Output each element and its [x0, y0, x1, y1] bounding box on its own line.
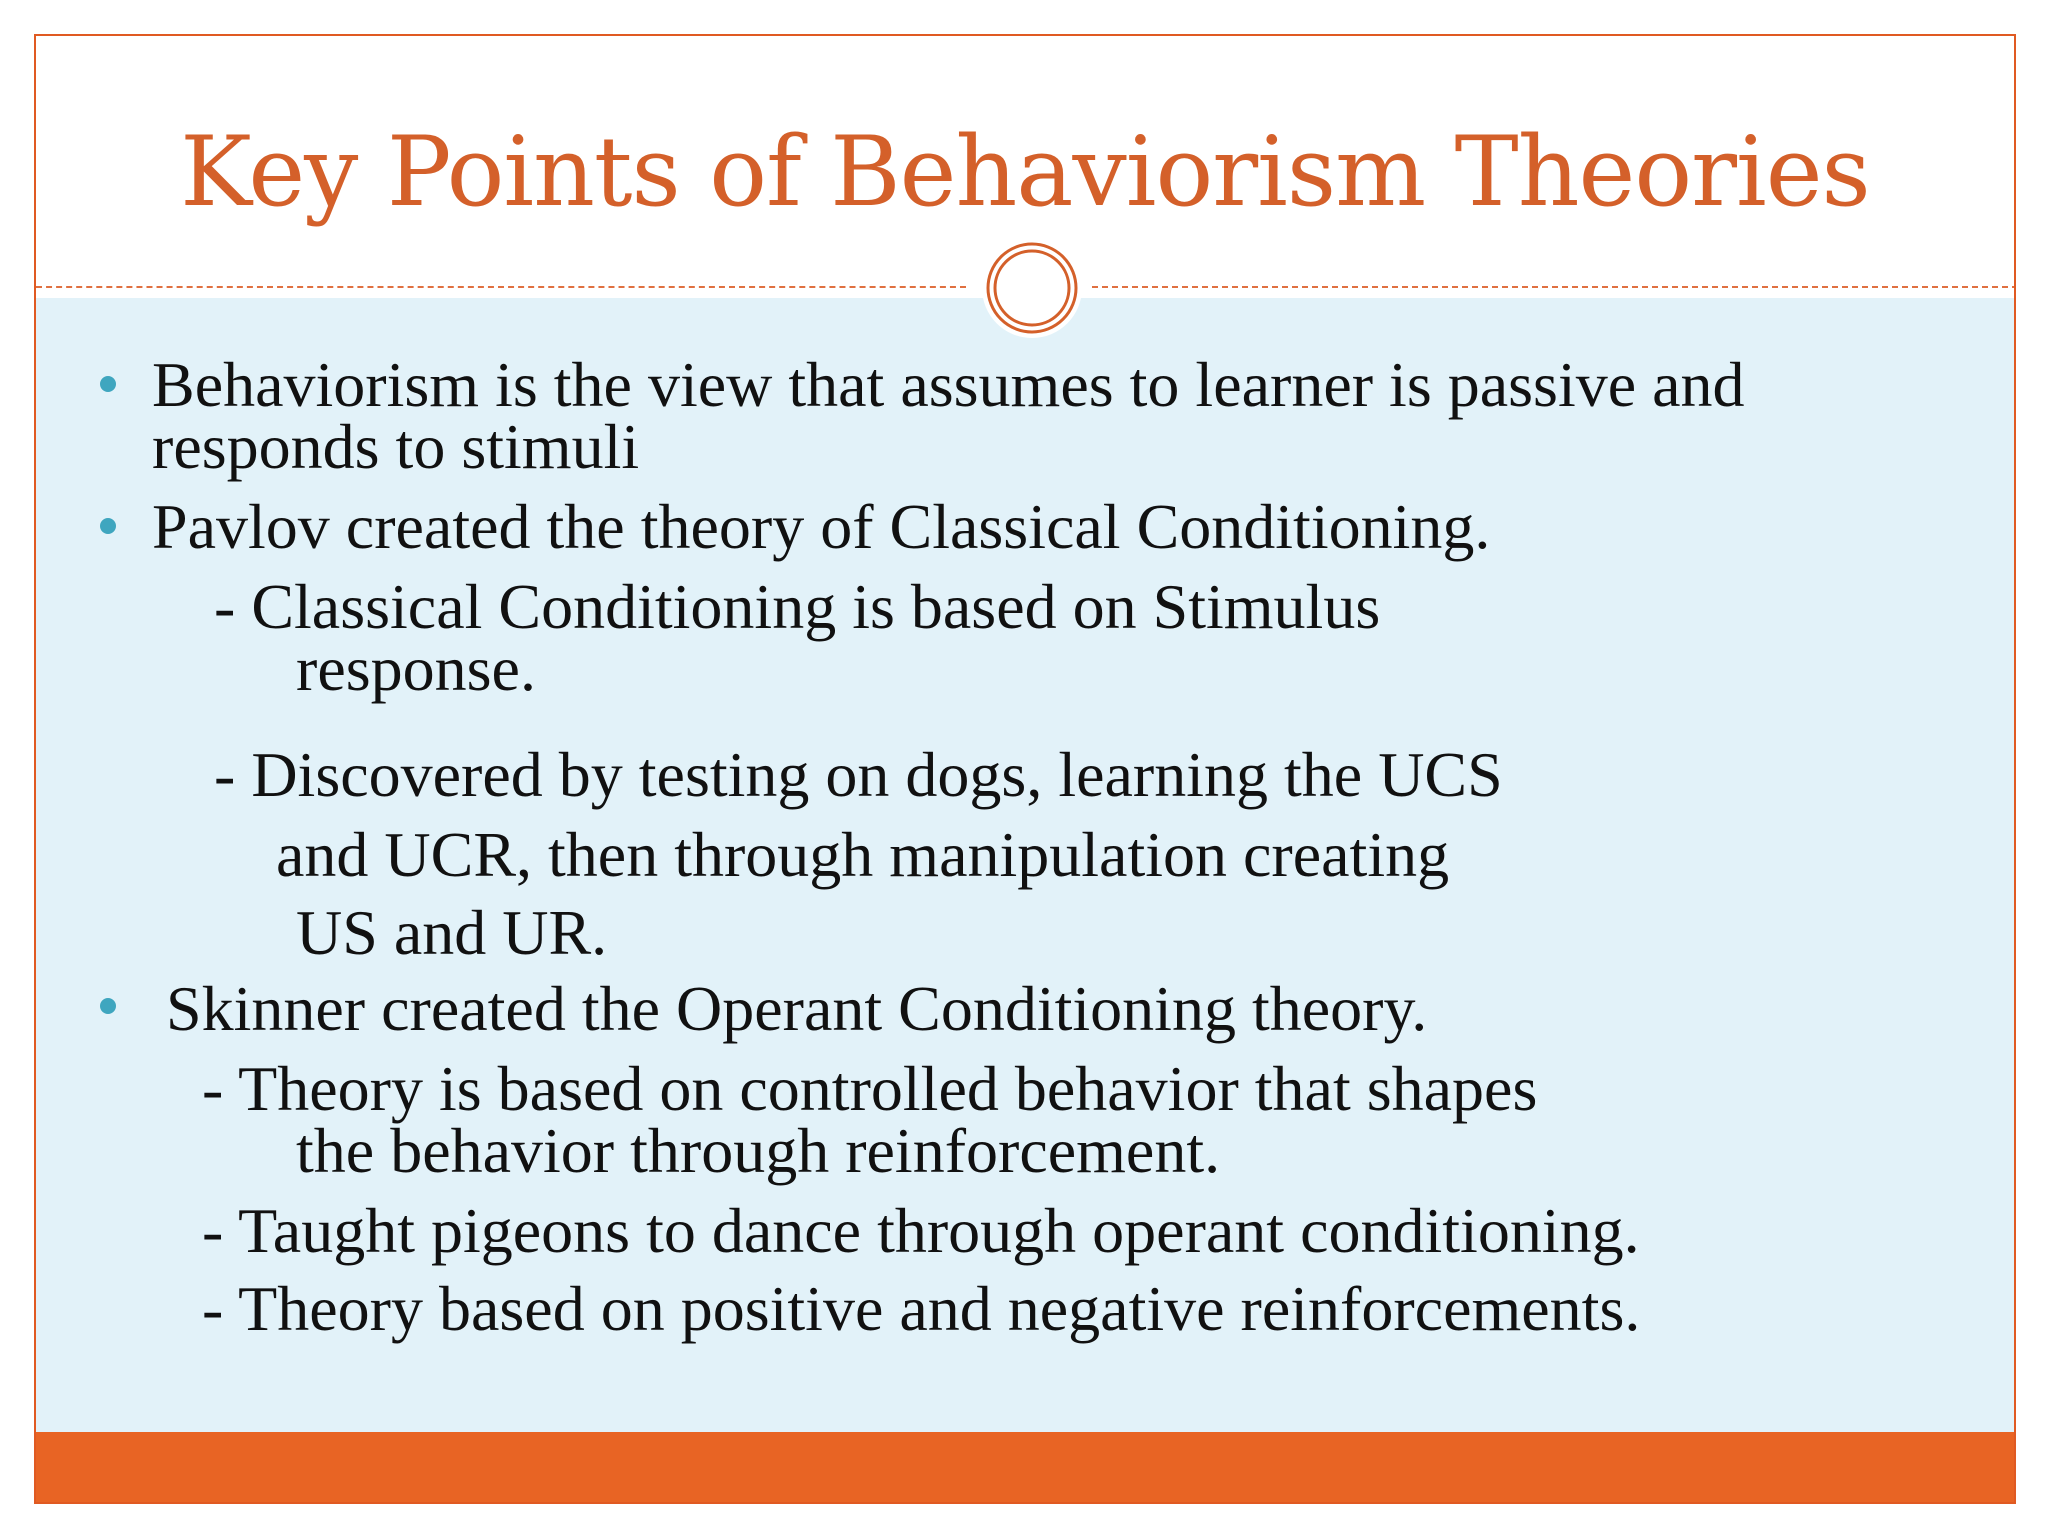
- slide-frame: [34, 34, 2016, 1504]
- slide-title: Key Points of Behaviorism Theories: [180, 116, 1870, 228]
- bullet-marker: [100, 518, 116, 534]
- sub-point-continuation: US and UR.: [296, 897, 608, 968]
- bullet-line: Pavlov created the theory of Classical Conditioning.: [152, 491, 1491, 562]
- bullet-marker: [100, 376, 116, 392]
- sub-point-continuation: the behavior through reinforcement.: [296, 1115, 1221, 1186]
- sub-point-line: - Taught pigeons to dance through operant conditioning.: [202, 1195, 1640, 1266]
- bullet-line-continuation: responds to stimuli: [152, 411, 640, 482]
- sub-point-line: - Theory based on positive and negative reinforcements.: [202, 1273, 1641, 1344]
- bullet-line: Behaviorism is the view that assumes to learner is passive and: [152, 349, 1745, 420]
- sub-point-line: - Classical Conditioning is based on Stimulus: [214, 571, 1381, 642]
- sub-point-continuation: and UCR, then through manipulation creating: [276, 819, 1450, 890]
- bullet-line: Skinner created the Operant Conditioning theory.: [166, 973, 1428, 1044]
- slide-body: [36, 36, 2014, 1502]
- sub-point-continuation: response.: [296, 633, 536, 704]
- bullet-marker: [100, 998, 116, 1014]
- sub-point-line: - Theory is based on controlled behavior that shapes: [202, 1053, 1538, 1124]
- sub-point-line: - Discovered by testing on dogs, learning the UCS: [214, 739, 1503, 810]
